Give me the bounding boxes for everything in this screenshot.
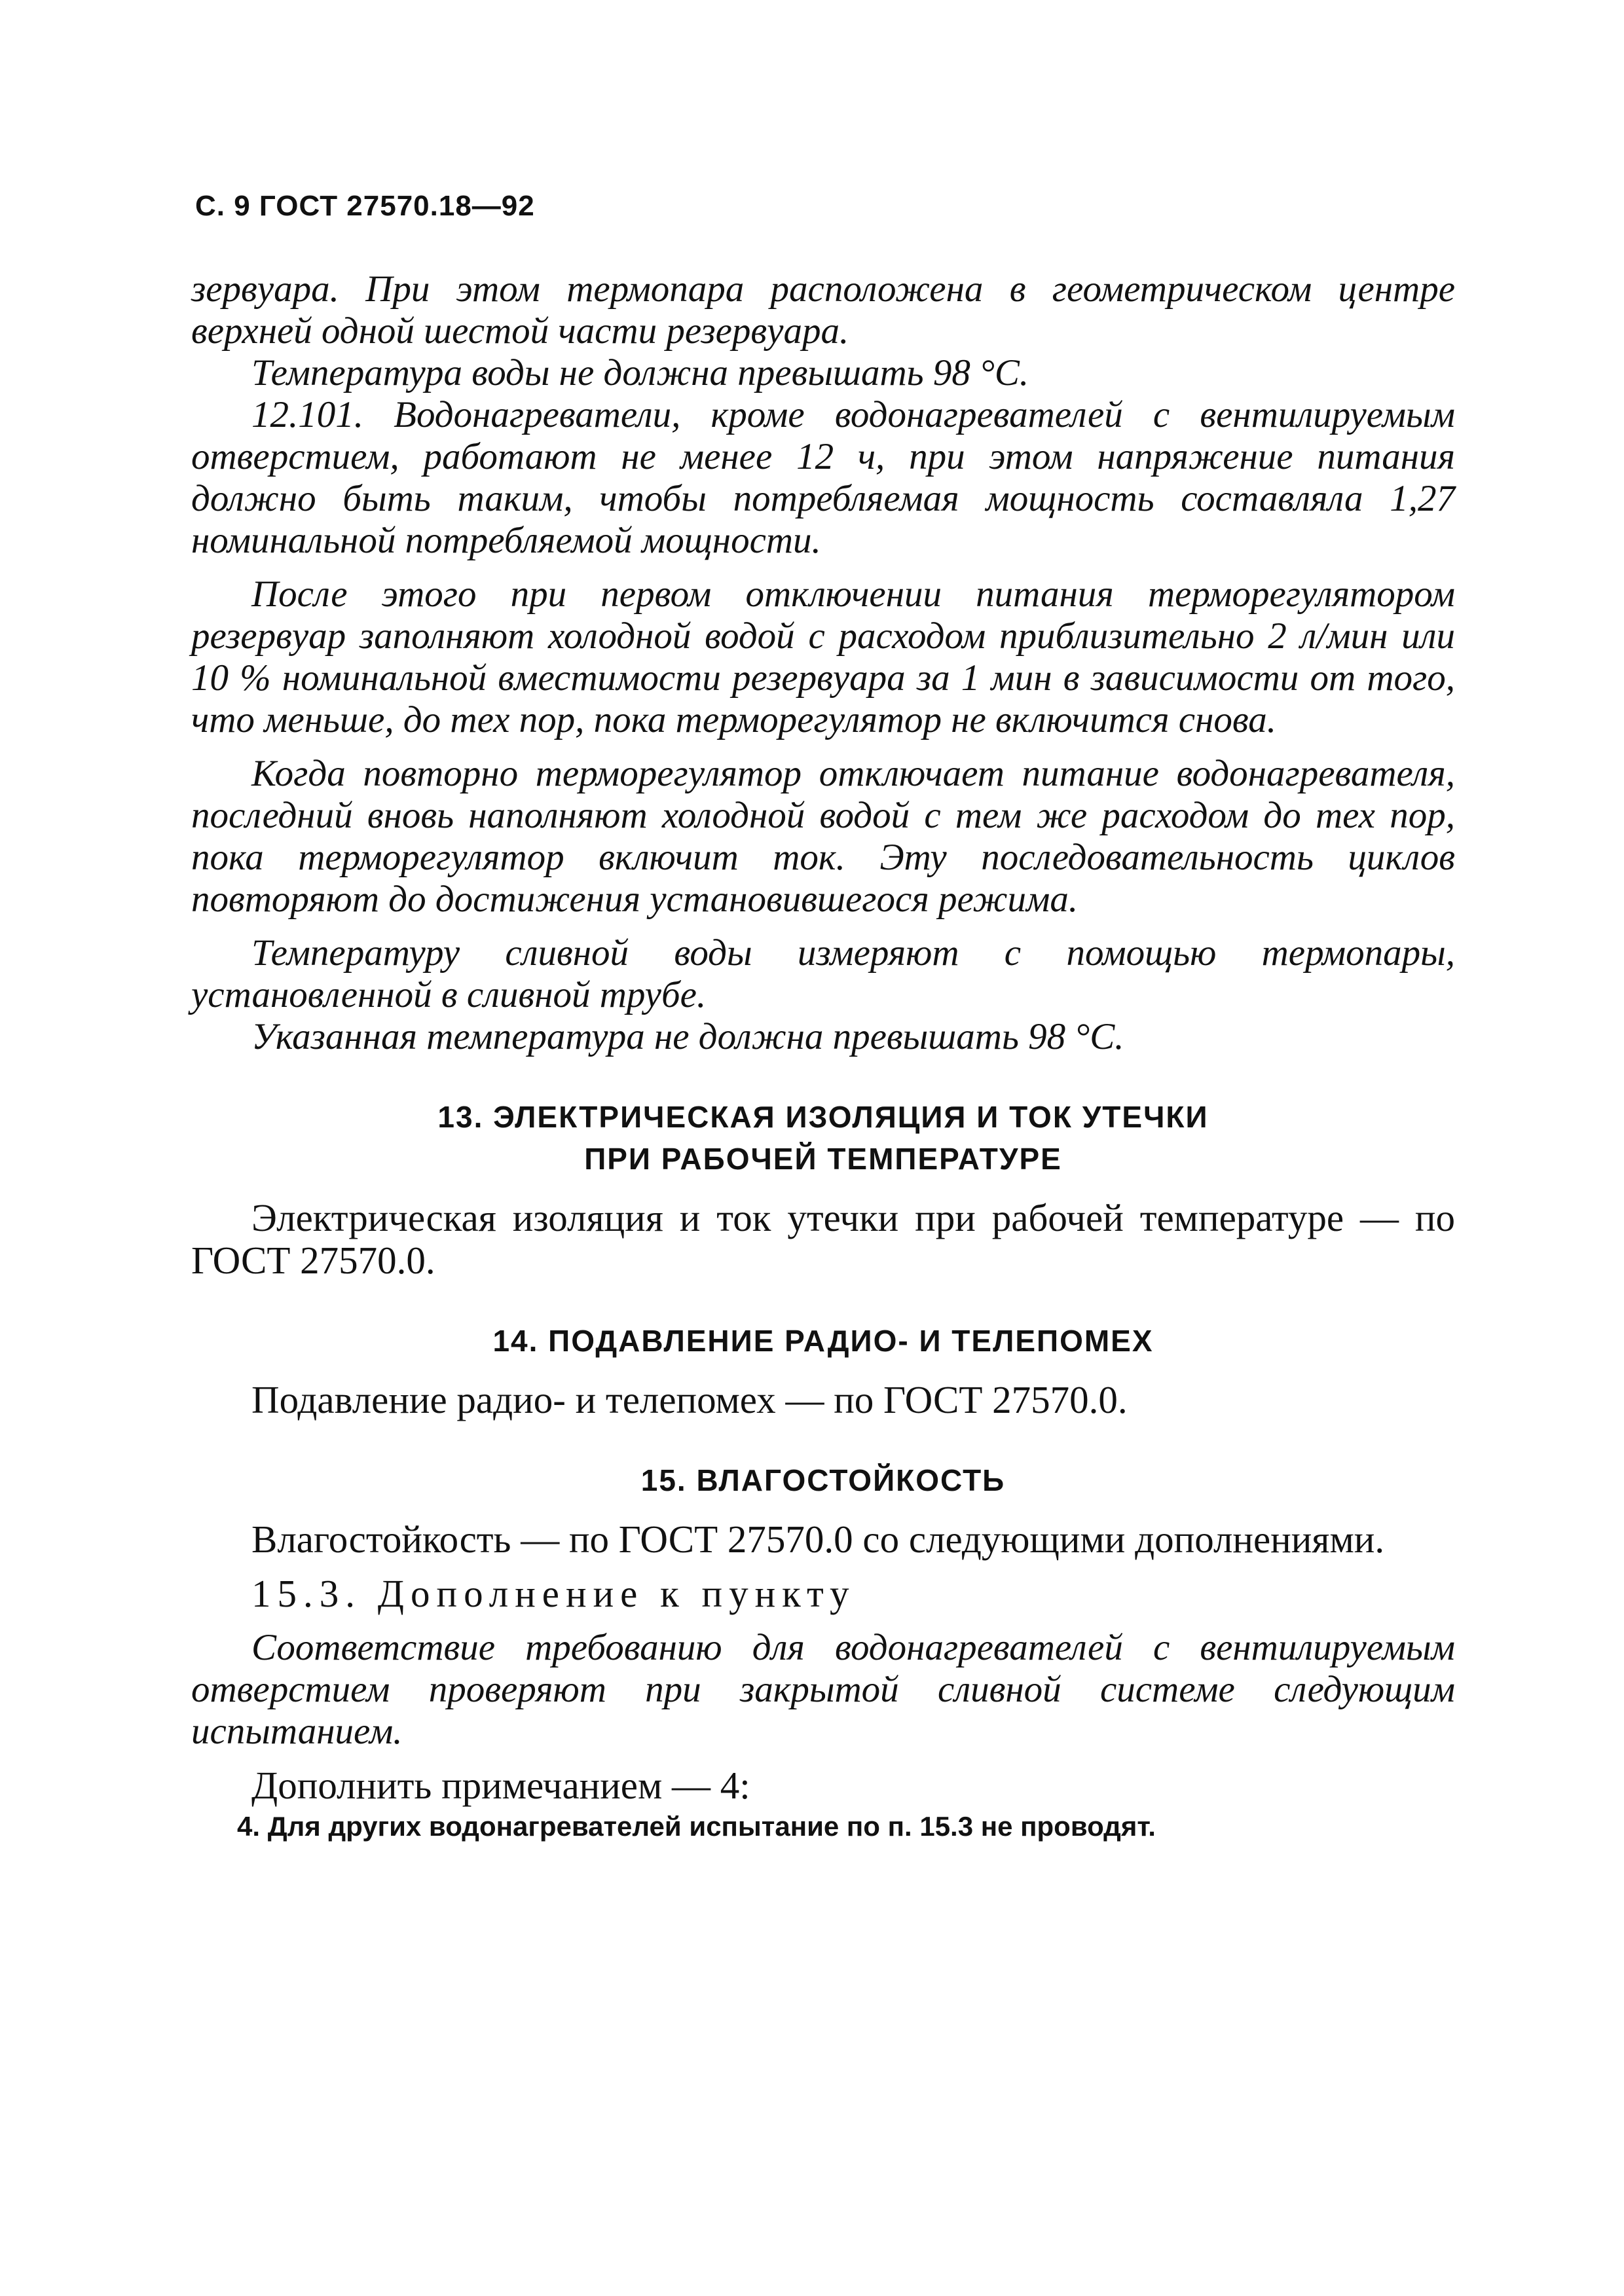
document-body bbox=[191, 268, 1455, 1846]
paragraph-thermostat-first-cutout: После этого при первом отключении питания терморегулятором резервуар заполняют холодной водой с расходом приблизительно 2 л/мин или 10 % номинальной вместимости резервуара за 1 мин в зависимости от того, что меньше, до тех пор, пока терморегулятор не включится снова. bbox=[191, 574, 1455, 740]
note-4: 4. Для других водонагревателей испытание по п. 15.3 не проводят. bbox=[237, 1811, 1156, 1842]
supplement-intro: Дополнить примечанием — 4: bbox=[251, 1764, 750, 1807]
paragraph-water-temperature: Температура воды не должна превышать 98 °С. bbox=[251, 352, 1029, 393]
section-13-heading-line-1: 13. ЭЛЕКТРИЧЕСКАЯ ИЗОЛЯЦИЯ И ТОК УТЕЧКИ bbox=[437, 1100, 1209, 1134]
paragraph-temperature-limit: Указанная температура не должна превышать 98 °С. bbox=[251, 1016, 1124, 1057]
paragraph-drain-water-temperature: Температуру сливной воды измеряют с помощью термопары, установленной в сливной трубе. bbox=[191, 932, 1455, 1015]
section-15-heading: 15. ВЛАГОСТОЙКОСТЬ bbox=[640, 1463, 1006, 1497]
paragraph-12-101: 12.101. Водонагреватели, кроме водонагревателей с вентилируемым отверстием, работают не менее 12 ч, при этом напряжение питания должно быть таким, чтобы потребляемая мощность составляла 1,27 номинальной потребляемой мощности. bbox=[191, 394, 1455, 561]
paragraph-continuation: зервуара. При этом термопара расположена в геометрическом центре верхней одной шестой части резервуара. bbox=[191, 268, 1455, 352]
page-header: С. 9 ГОСТ 27570.18—92 bbox=[195, 190, 535, 222]
section-15-text: Влагостойкость — по ГОСТ 27570.0 со следующими дополнениями. bbox=[251, 1518, 1385, 1561]
section-13-text: Электрическая изоляция и ток утечки при рабочей температуре — по ГОСТ 27570.0. bbox=[191, 1196, 1455, 1282]
section-13-heading-line-2: ПРИ РАБОЧЕЙ ТЕМПЕРАТУРЕ bbox=[584, 1142, 1062, 1176]
section-14-text: Подавление радио- и телепомех — по ГОСТ 27570.0. bbox=[251, 1378, 1128, 1421]
clause-15-3-title: 15.3. Дополнение к пункту bbox=[251, 1572, 856, 1615]
section-13-heading bbox=[191, 1096, 1455, 1180]
clause-15-3-text: Соответствие требованию для водонагревателей с вентилируемым отверстием проверяют при закрытой сливной системе следующим испытанием. bbox=[191, 1627, 1455, 1752]
paragraph-thermostat-cycles: Когда повторно терморегулятор отключает питание водонагревателя, последний вновь наполняют холодной водой с тем же расходом до тех пор, пока терморегулятор включит ток. Эту последовательность циклов повторяют до достижения установившегося режима. bbox=[191, 753, 1455, 920]
section-14-heading: 14. ПОДАВЛЕНИЕ РАДИО- И ТЕЛЕПОМЕХ bbox=[492, 1324, 1154, 1358]
